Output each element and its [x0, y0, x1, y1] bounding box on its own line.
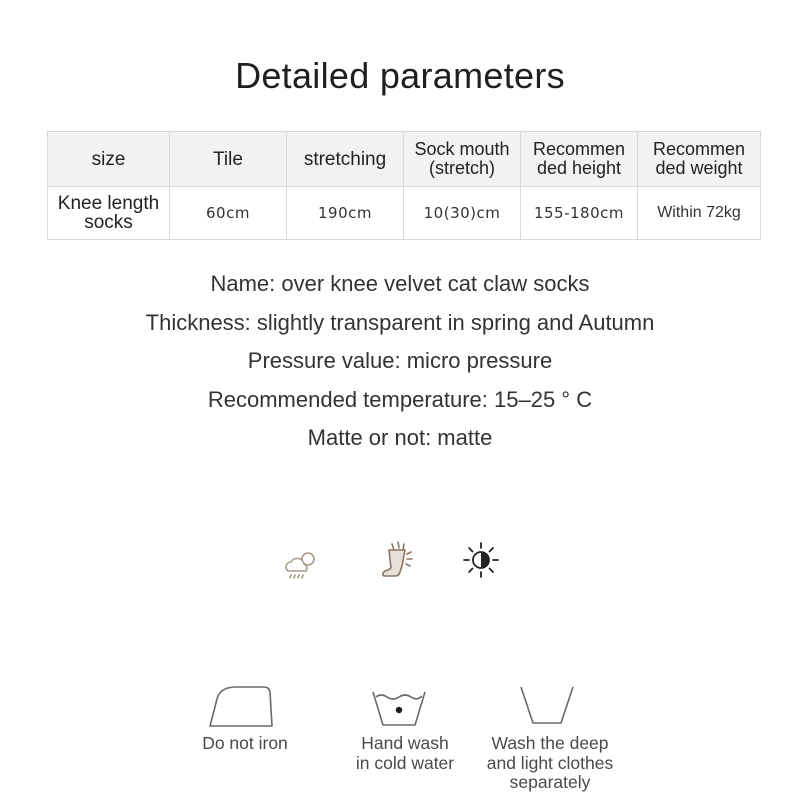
stocking-leg-icon: [376, 540, 420, 582]
iron-icon: [206, 683, 276, 729]
parameters-table: [47, 131, 761, 240]
hand-wash-basin-icon: [368, 683, 430, 729]
care-label-iron: Do not iron: [202, 733, 288, 753]
half-sun-icon: [461, 540, 501, 580]
cell-recommended-weight: Within 72kg: [638, 187, 761, 240]
cell-size: Knee length socks: [48, 187, 170, 240]
spec-name: Name: over knee velvet cat claw socks: [210, 271, 590, 296]
cell-sock-mouth: 10(30)cm: [404, 187, 521, 240]
spec-temperature: Recommended temperature: 15–25 ° C: [207, 386, 593, 412]
header-size: size: [48, 132, 170, 187]
care-label-separate-wash: Wash the deep and light clothes separately: [486, 733, 614, 792]
header-tile: Tile: [170, 132, 287, 187]
cell-tile: 60cm: [170, 187, 287, 240]
table-header-row: [48, 132, 761, 187]
table-row: [48, 187, 761, 240]
header-recommended-height: Recommen ded height: [521, 132, 638, 187]
spec-matte: Matte or not: matte: [307, 425, 493, 450]
care-label-hand-wash: Hand wash in cold water: [355, 733, 455, 773]
header-sock-mouth: Sock mouth (stretch): [404, 132, 521, 187]
header-stretching: stretching: [287, 132, 404, 187]
spec-thickness: Thickness: slightly transparent in spring and Autumn: [145, 309, 655, 335]
spec-list: [0, 270, 800, 463]
header-recommended-weight: Recommen ded weight: [638, 132, 761, 187]
spec-pressure: Pressure value: micro pressure: [247, 348, 553, 373]
cell-recommended-height: 155-180cm: [521, 187, 638, 240]
rain-cloud-icon: [282, 550, 322, 584]
wash-basin-icon: [517, 683, 577, 729]
cell-stretching: 190cm: [287, 187, 404, 240]
page-title: Detailed parameters: [235, 55, 565, 96]
